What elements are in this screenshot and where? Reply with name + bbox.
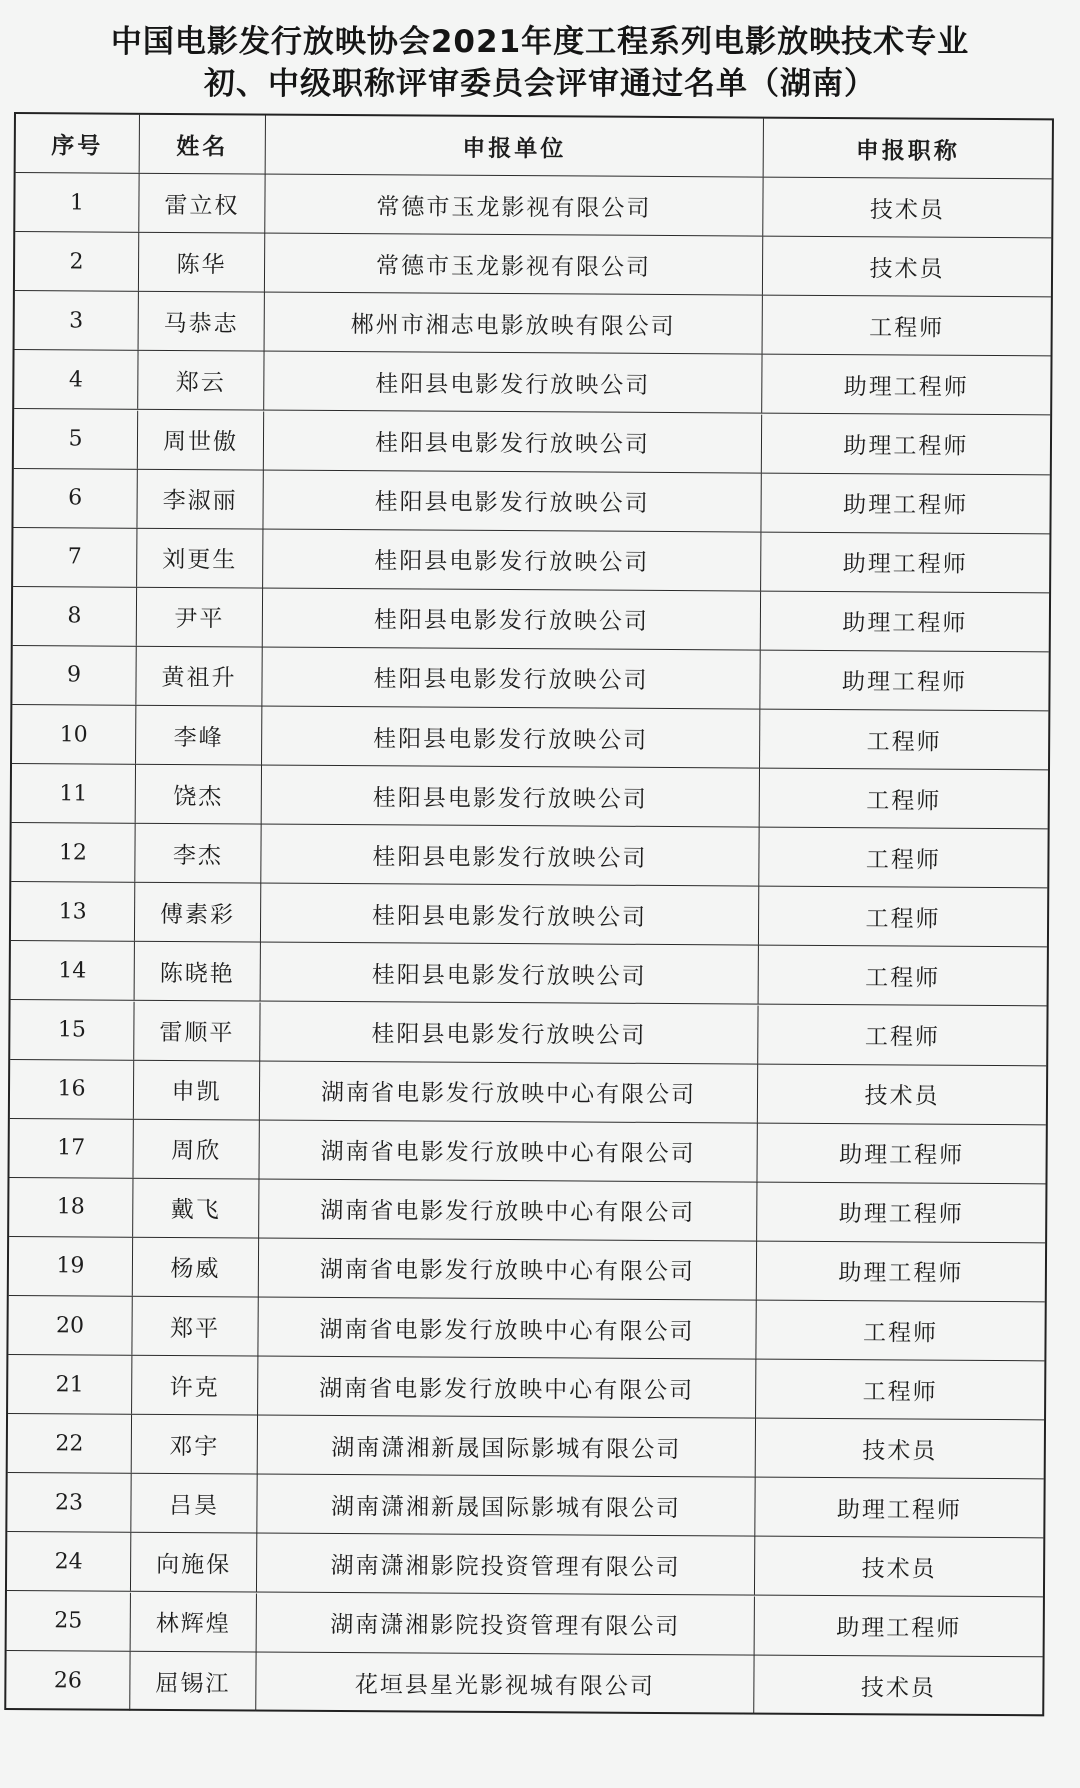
table-row <box>13 469 1049 534</box>
cell-title: 技术员 <box>862 1437 938 1465</box>
cell-unit: 湖南省电影发行放映中心有限公司 <box>260 1061 758 1122</box>
table-row <box>7 1473 1043 1538</box>
cell-name: 戴飞 <box>133 1179 259 1238</box>
cell-title: 工程师 <box>862 1378 938 1406</box>
cell-unit: 湖南省电影发行放映中心有限公司 <box>258 1298 756 1359</box>
table-row <box>12 705 1048 770</box>
cell-unit: 湖南省电影发行放映中心有限公司 <box>259 1238 757 1299</box>
cell-unit: 湖南省电影发行放映中心有限公司 <box>259 1120 757 1181</box>
table-row <box>10 1000 1046 1065</box>
cell-name: 周世傲 <box>138 410 264 469</box>
cell-title: 技术员 <box>869 255 945 283</box>
table-row <box>14 350 1050 415</box>
table-row <box>8 1296 1044 1361</box>
cell-name: 马恭志 <box>139 292 265 351</box>
approval-list-table <box>4 112 1054 1716</box>
cell-no: 11 <box>12 764 136 823</box>
table-row <box>11 823 1047 888</box>
cell-no: 3 <box>15 291 139 350</box>
cell-name: 陈晓艳 <box>135 942 261 1001</box>
cell-no: 1 <box>15 173 139 232</box>
cell-unit: 桂阳县电影发行放映公司 <box>264 411 762 472</box>
cell-title: 工程师 <box>864 1024 940 1051</box>
table-row <box>6 1651 1042 1716</box>
cell-name: 邓宇 <box>132 1415 258 1474</box>
cell-unit: 桂阳县电影发行放映公司 <box>263 588 761 649</box>
cell-name: 陈华 <box>139 233 265 292</box>
cell-name: 尹平 <box>137 588 263 647</box>
table-row <box>10 1060 1046 1125</box>
cell-no: 23 <box>7 1473 131 1532</box>
cell-no: 20 <box>8 1296 132 1355</box>
cell-name: 郑云 <box>138 351 264 410</box>
cell-name: 周欣 <box>133 1119 259 1178</box>
table-row <box>7 1591 1043 1656</box>
table-row <box>12 646 1048 711</box>
cell-unit: 桂阳县电影发行放映公司 <box>262 707 760 768</box>
cell-name: 吕昊 <box>131 1474 257 1533</box>
cell-unit: 桂阳县电影发行放映公司 <box>264 352 762 413</box>
cell-title: 助理工程师 <box>843 492 969 519</box>
cell-title: 工程师 <box>866 728 942 756</box>
table-row <box>12 764 1048 829</box>
cell-name: 雷顺平 <box>134 1001 260 1060</box>
cell-title: 工程师 <box>869 315 945 342</box>
cell-title: 助理工程师 <box>836 1615 962 1642</box>
cell-title: 助理工程师 <box>843 374 969 401</box>
table-row <box>8 1355 1044 1420</box>
table-row <box>15 173 1051 238</box>
cell-no: 12 <box>11 823 135 882</box>
cell-unit: 桂阳县电影发行放映公司 <box>263 529 761 590</box>
cell-unit: 湖南潇湘影院投资管理有限公司 <box>257 1593 755 1654</box>
header-name: 姓名 <box>140 115 266 174</box>
cell-no: 7 <box>13 528 137 587</box>
table-row <box>9 1119 1045 1184</box>
cell-unit: 桂阳县电影发行放映公司 <box>261 825 759 886</box>
cell-no: 24 <box>7 1532 131 1591</box>
cell-name: 饶杰 <box>136 765 262 824</box>
cell-no: 6 <box>13 469 137 528</box>
cell-no: 2 <box>15 232 139 291</box>
cell-unit: 桂阳县电影发行放映公司 <box>262 647 760 708</box>
cell-no: 26 <box>6 1651 130 1711</box>
cell-no: 22 <box>8 1414 132 1473</box>
document-title-line-2: 初、中级职称评审委员会评审通过名单（湖南） <box>204 66 876 102</box>
cell-unit: 桂阳县电影发行放映公司 <box>260 1002 758 1063</box>
cell-no: 8 <box>13 587 137 646</box>
cell-name: 杨威 <box>133 1238 259 1297</box>
header-unit: 申报单位 <box>266 116 764 177</box>
cell-title: 工程师 <box>865 906 941 933</box>
cell-unit: 湖南省电影发行放映中心有限公司 <box>258 1357 756 1418</box>
cell-title: 助理工程师 <box>839 1142 965 1170</box>
table-row <box>9 1178 1045 1243</box>
table-row <box>15 291 1051 356</box>
cell-title: 助理工程师 <box>841 669 968 697</box>
cell-title: 技术员 <box>860 1674 936 1702</box>
cell-unit: 桂阳县电影发行放映公司 <box>262 766 760 827</box>
cell-name: 李杰 <box>135 824 261 883</box>
table-row <box>13 587 1049 652</box>
table-row <box>15 232 1051 297</box>
table-row <box>13 528 1049 593</box>
cell-name: 许克 <box>132 1356 258 1415</box>
table-row <box>11 941 1047 1006</box>
cell-no: 16 <box>10 1060 134 1119</box>
table-row <box>14 410 1050 475</box>
cell-unit: 桂阳县电影发行放映公司 <box>261 943 759 1004</box>
cell-no: 13 <box>11 882 135 941</box>
cell-unit: 常德市玉龙影视有限公司 <box>265 234 763 295</box>
cell-name: 向施保 <box>131 1533 257 1592</box>
cell-name: 林辉煌 <box>131 1592 257 1651</box>
table-row <box>9 1237 1045 1302</box>
cell-title: 助理工程师 <box>838 1201 964 1229</box>
cell-no: 19 <box>9 1237 133 1296</box>
cell-title: 技术员 <box>864 1083 940 1110</box>
header-title: 申报职称 <box>855 137 960 165</box>
cell-no: 18 <box>9 1178 133 1237</box>
cell-title: 助理工程师 <box>836 1496 963 1524</box>
cell-name: 傅素彩 <box>135 883 261 942</box>
cell-unit: 湖南潇湘新晟国际影城有限公司 <box>257 1475 755 1536</box>
cell-name: 申凯 <box>134 1060 260 1119</box>
cell-no: 15 <box>10 1000 134 1059</box>
cell-title: 工程师 <box>862 1319 939 1347</box>
document-title-line-1: 中国电影发行放映协会2021年度工程系列电影放映技术专业 <box>110 24 970 60</box>
cell-name: 刘更生 <box>137 528 263 587</box>
table-header-row <box>16 114 1052 179</box>
cell-no: 4 <box>14 350 138 409</box>
header-no: 序号 <box>16 114 140 173</box>
table-row <box>7 1532 1043 1597</box>
cell-unit: 湖南潇湘新晟国际影城有限公司 <box>258 1416 756 1477</box>
cell-title: 技术员 <box>869 196 945 224</box>
cell-unit: 花垣县星光影视城有限公司 <box>256 1652 754 1714</box>
cell-title: 助理工程师 <box>838 1260 964 1288</box>
cell-name: 雷立权 <box>139 174 265 233</box>
cell-unit: 湖南省电影发行放映中心有限公司 <box>259 1179 757 1240</box>
cell-no: 14 <box>11 941 135 1000</box>
table-row <box>8 1414 1044 1479</box>
table-row <box>11 882 1047 947</box>
cell-title: 工程师 <box>865 965 941 992</box>
cell-unit: 湖南潇湘影院投资管理有限公司 <box>257 1534 755 1595</box>
cell-name: 郑平 <box>132 1297 258 1356</box>
cell-no: 5 <box>14 410 138 469</box>
cell-name: 屈锡江 <box>130 1651 256 1711</box>
cell-title: 工程师 <box>865 846 942 874</box>
cell-no: 17 <box>9 1119 133 1178</box>
cell-unit: 桂阳县电影发行放映公司 <box>261 884 759 945</box>
cell-unit: 常德市玉龙影视有限公司 <box>265 175 763 236</box>
cell-no: 9 <box>12 646 136 705</box>
cell-name: 李淑丽 <box>137 469 263 528</box>
cell-title: 助理工程师 <box>842 551 968 579</box>
cell-name: 李峰 <box>136 706 262 765</box>
cell-unit: 郴州市湘志电影放映有限公司 <box>265 293 763 354</box>
cell-title: 助理工程师 <box>842 610 968 638</box>
cell-no: 10 <box>12 705 136 764</box>
cell-title: 助理工程师 <box>843 433 969 460</box>
cell-title: 工程师 <box>866 787 942 815</box>
cell-name: 黄祖升 <box>136 647 262 706</box>
cell-unit: 桂阳县电影发行放映公司 <box>263 470 761 531</box>
cell-title: 技术员 <box>861 1556 937 1583</box>
cell-no: 25 <box>7 1591 131 1650</box>
cell-no: 21 <box>8 1355 132 1414</box>
